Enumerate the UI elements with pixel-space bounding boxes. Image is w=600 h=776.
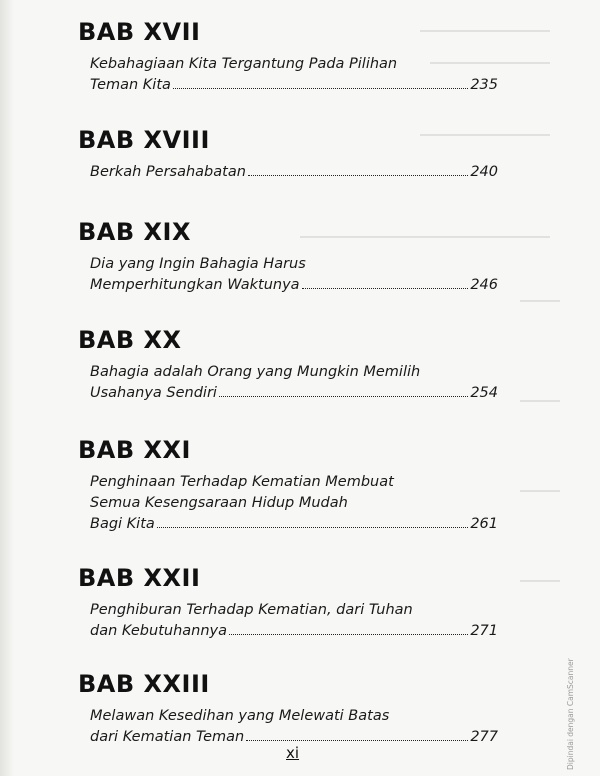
chapter-label: BAB XXIII (78, 670, 210, 698)
toc-entry-1[interactable] (78, 18, 498, 96)
toc-entry-6[interactable] (78, 564, 498, 642)
title-line: Bahagia adalah Orang yang Mungkin Memilih (90, 364, 421, 380)
toc-item (90, 162, 498, 183)
title-line: Bagi Kita (90, 516, 155, 532)
title-line: Dia yang Ingin Bahagia Harus (90, 256, 306, 272)
scanner-note: Dipindai dengan CamScanner (566, 658, 575, 770)
page-ref: 246 (470, 277, 498, 293)
toc-entry-2[interactable] (78, 126, 498, 183)
title-line: Teman Kita (90, 77, 171, 93)
toc-entry-5[interactable] (78, 436, 498, 535)
toc-item (90, 362, 498, 404)
toc-entry-7[interactable] (78, 670, 498, 748)
title-line: dan Kebutuhannya (90, 623, 227, 639)
page-ref: 240 (470, 164, 498, 180)
title-last-line (90, 383, 498, 404)
page-ref: 261 (470, 516, 498, 532)
leader-dots (246, 740, 468, 741)
toc-entry-4[interactable] (78, 326, 498, 404)
title-line: Memperhitungkan Waktunya (90, 277, 300, 293)
leader-dots (248, 175, 468, 176)
chapter-label: BAB XXII (78, 564, 201, 592)
page-number: xi (286, 744, 300, 762)
title-line: dari Kematian Teman (90, 729, 245, 745)
chapter-label: BAB XVIII (78, 126, 210, 154)
toc-item (90, 54, 498, 96)
leader-dots (173, 88, 468, 89)
page-edge-shadow (0, 0, 14, 776)
title-last-line (90, 162, 498, 183)
toc-item (90, 600, 498, 642)
title-last-line (90, 275, 498, 296)
title-line: Usahanya Sendiri (90, 385, 217, 401)
title-last-line (90, 621, 498, 642)
chapter-label: BAB XIX (78, 218, 191, 246)
title-line: Berkah Persahabatan (90, 164, 246, 180)
title-line: Penghinaan Terhadap Kematian Membuat (90, 474, 394, 490)
chapter-label: BAB XX (78, 326, 182, 354)
toc-item (90, 472, 498, 535)
title-line: Semua Kesengsaraan Hidup Mudah (90, 495, 348, 511)
title-last-line (90, 514, 498, 535)
toc-item (90, 706, 498, 748)
title-last-line (90, 75, 498, 96)
page-ref: 271 (470, 623, 498, 639)
page-ref: 235 (470, 77, 498, 93)
title-line: Kebahagiaan Kita Tergantung Pada Pilihan (90, 56, 398, 72)
toc-entry-3[interactable] (78, 218, 498, 296)
leader-dots (229, 634, 468, 635)
leader-dots (302, 288, 469, 289)
title-line: Melawan Kesedihan yang Melewati Batas (90, 708, 390, 724)
page-ref: 254 (470, 385, 498, 401)
title-line: Penghiburan Terhadap Kematian, dari Tuhan (90, 602, 413, 618)
page-ref: 277 (470, 729, 498, 745)
scanner-watermark (566, 640, 584, 770)
leader-dots (219, 396, 468, 397)
chapter-label: BAB XVII (78, 18, 201, 46)
leader-dots (157, 527, 469, 528)
toc-item (90, 254, 498, 296)
chapter-label: BAB XXI (78, 436, 191, 464)
